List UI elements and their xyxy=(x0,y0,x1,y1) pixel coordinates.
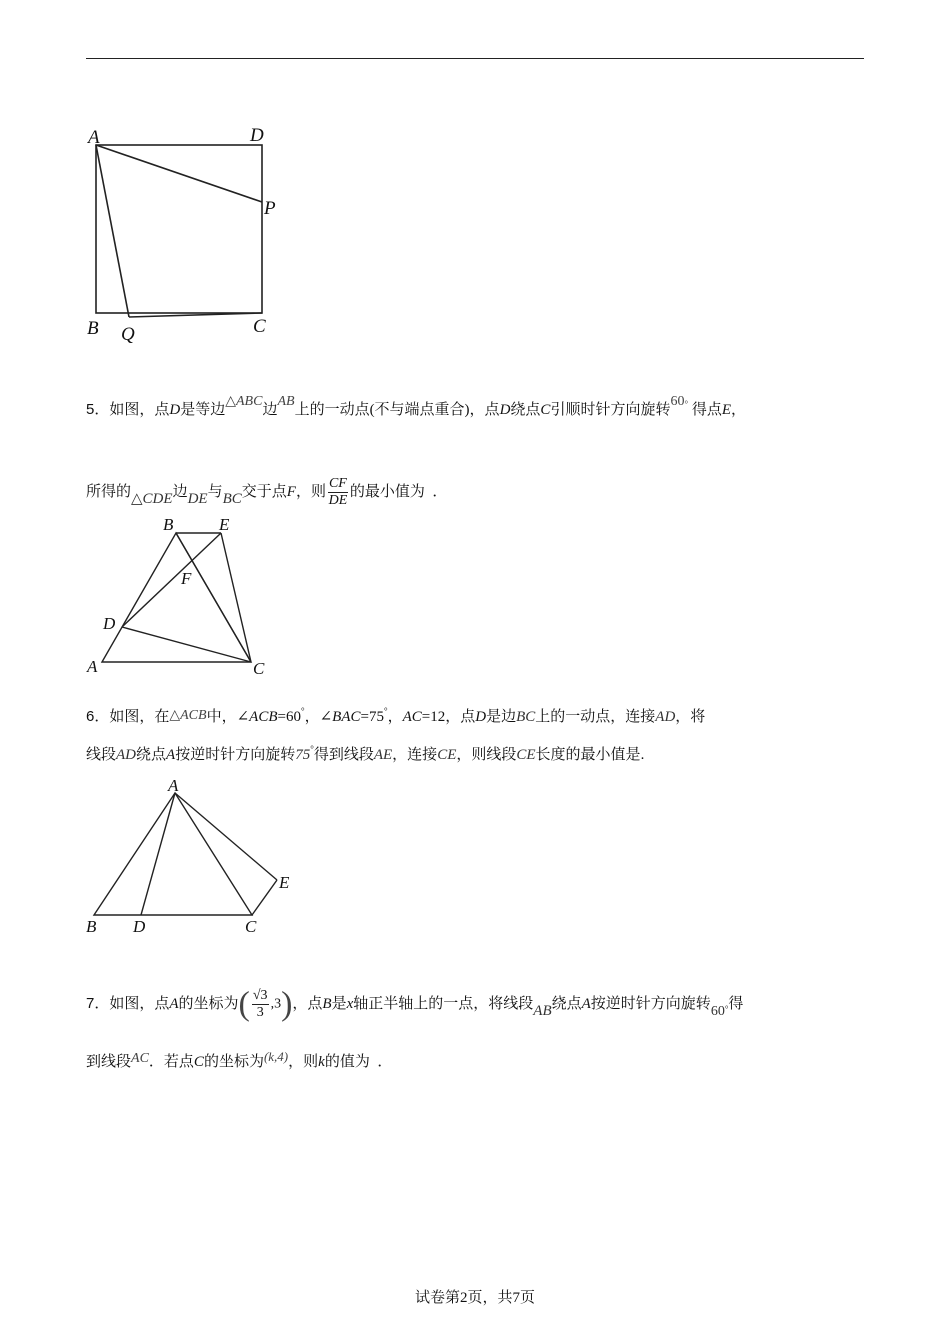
coordinate-sqrt3-over-3: ( $\frac{√3}{3}$ ,3) xyxy=(238,985,293,1023)
label-A: A xyxy=(87,657,98,676)
label-E: E xyxy=(279,873,290,892)
figure-triangle-abdce xyxy=(82,776,302,938)
label-C: C xyxy=(245,917,257,936)
question-5-line-1: 5．如图，点D是等边△ABC边AB上的一动点(不与端点重合)，点D绕点C引顺时针方向旋转60° 得点E， xyxy=(86,394,747,418)
question-7-line-2: 到线段AC．若点C的坐标为(k,4)，则k的值为 ． xyxy=(86,1049,393,1070)
label-C: C xyxy=(253,659,265,678)
header-rule xyxy=(86,58,864,59)
figure-square-apdqc xyxy=(80,118,290,350)
label-F: F xyxy=(181,569,192,588)
label-E: E xyxy=(219,515,230,534)
label-D: D xyxy=(250,125,264,146)
fraction-cf-de: $\frac{CF}{DE}$ xyxy=(328,476,348,508)
label-Q: Q xyxy=(121,324,135,345)
label-B: B xyxy=(86,917,97,936)
label-A: A xyxy=(168,776,179,795)
label-D: D xyxy=(133,917,146,936)
label-C: C xyxy=(253,316,266,337)
label-A: A xyxy=(88,127,100,148)
label-D: D xyxy=(103,614,116,633)
question-6-line-2: 线段AD绕点A按逆时针方向旋转75°得到线段AE，连接CE，则线段CE长度的最小值是. xyxy=(86,744,645,763)
label-B: B xyxy=(163,515,174,534)
question-5-line-2: 所得的△CDE边DE与BC交于点F，则 $\frac{CF}{DE}$ 的最小值为 ． xyxy=(86,476,448,508)
question-6-line-1: 6．如图，在△ACB中，∠ACB=60°，∠BAC=75°，AC=12，点D是边BC上的一动点，连接AD，将 xyxy=(86,706,706,725)
page-footer: 试卷第2页，共7页 xyxy=(414,1290,535,1306)
figure-triangle-bedfac xyxy=(84,512,284,682)
question-7-line-1: 7．如图，点A的坐标为( $\frac{√3}{3}$ ,3)，点B是x轴正半轴上的一点，将线段AB绕点A按逆时针方向旋转$60^\circ$得 xyxy=(86,985,744,1023)
label-P: P xyxy=(264,198,276,219)
label-B: B xyxy=(87,318,99,339)
